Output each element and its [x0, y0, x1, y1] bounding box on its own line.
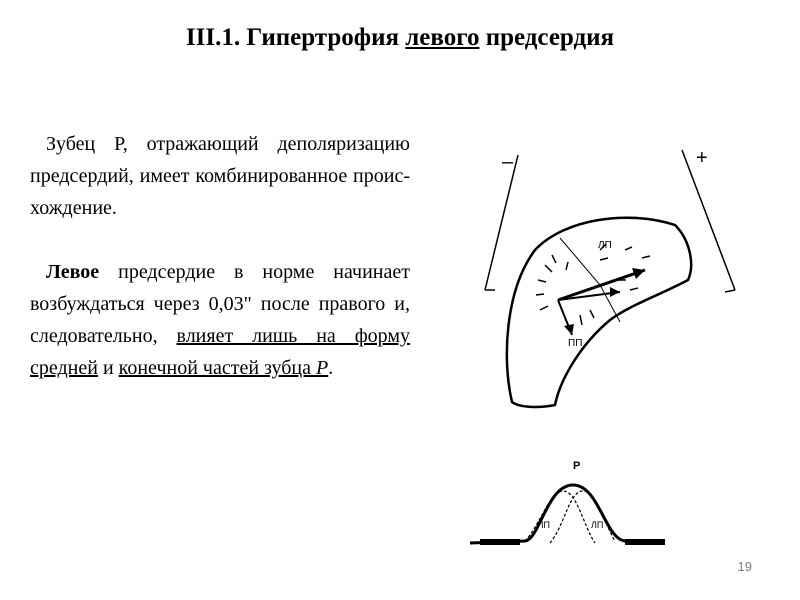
- baseline-right: [625, 539, 665, 545]
- p2-underlined-2: конечной частей зубца: [118, 357, 317, 379]
- label-pp-bottom: ПП: [537, 520, 550, 530]
- bold-left: Левое: [46, 261, 100, 283]
- title-prefix: III.1. Гипертрофия: [185, 24, 406, 51]
- slide-title: [0, 24, 800, 52]
- title-underlined: левого: [405, 24, 480, 51]
- minus-sign: –: [502, 151, 514, 173]
- lead-tick-right: [725, 290, 735, 292]
- title-suffix: предсердия: [479, 24, 615, 51]
- paragraph-1: Зубец Р, отражающий деполяризацию предсердий, имеет комбинированное проис-хождение.: [30, 133, 410, 219]
- body-text: [30, 128, 410, 384]
- page-number: 19: [737, 559, 752, 574]
- p-wave-diagram: [465, 455, 675, 555]
- p2-plain: предсердие в норме начинает возбуждаться через 0,03" после правого и, следовательно,: [30, 261, 410, 347]
- p2-middle: и: [97, 357, 119, 379]
- atria-vector-diagram: [460, 140, 750, 420]
- p-wave-outline: [470, 485, 665, 543]
- p2-end: .: [328, 357, 334, 379]
- p-wave-pp-component: [525, 491, 595, 543]
- p2-underlined-1: влияет лишь на форму средней: [30, 325, 410, 379]
- label-pp: ПП: [568, 338, 583, 349]
- p2-italic-p: Р: [316, 357, 329, 379]
- label-lp: ЛП: [598, 240, 612, 251]
- label-p: Р: [573, 460, 581, 472]
- baseline-left: [480, 539, 520, 545]
- lead-line-left: [485, 155, 518, 290]
- paragraph-2: [30, 256, 410, 384]
- plus-sign: +: [696, 147, 708, 169]
- label-lp-bottom: ЛП: [591, 520, 604, 530]
